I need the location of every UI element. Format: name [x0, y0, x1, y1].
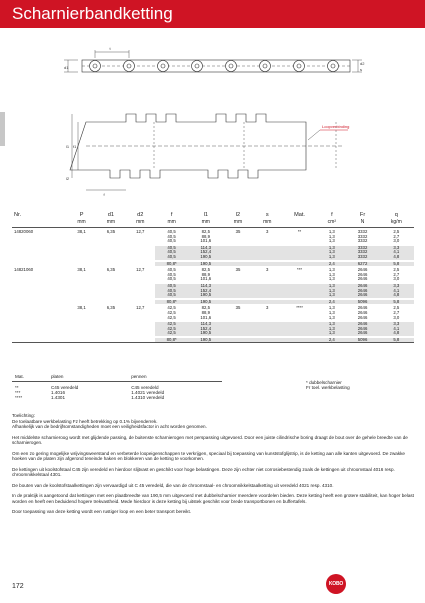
col-nr: Nr.: [14, 212, 22, 218]
col-l1: l1: [203, 212, 208, 218]
table-row: 40,5 101,6 1,3 3332 3,0: [167, 238, 400, 244]
table-row: 40,5 152,4 1,3 3332 4,1: [12, 250, 414, 255]
unit-l2: mm: [223, 219, 252, 228]
table-row: 42,5 114,3 1,3 2646 3,3: [12, 322, 414, 327]
table-row: 38,1 6,35 12,7 42,5 82,5 35 3 **** 1,3 2646 2,5: [77, 305, 400, 311]
materials-col-platen: platen: [48, 374, 128, 381]
table-row: 42,5 101,6 1,3 2646 3,0: [167, 314, 400, 320]
unit-fr: N: [346, 219, 378, 228]
table-row: *** 1.4016 1.4021 veredeld: [15, 389, 165, 395]
paragraph-toelichting: Toelichting: De toelaatbare werkbelasting Fz heeft betrekking op 0.1% bijvenderrek. Afhankelijk van de bedrijfsomstandigheden moet een veiligheidsfactor in acht worden genomen.: [12, 413, 207, 430]
table-footnotes: [306, 380, 350, 391]
col-p: P: [79, 212, 84, 218]
paragraph: Door toepassing van deze ketting wordt een rustiger loop en een beter transport bereikt.: [12, 508, 192, 514]
unit-area: cm²: [317, 219, 346, 228]
dim-t: t: [109, 46, 111, 51]
table-row: 42,5 152,4 1,3 2646 4,1: [12, 327, 414, 332]
table-row: 14821060 38,1 6,35 12,7 40,5 82,5 35 3 *** 1,3 2646 2,5: [14, 267, 400, 273]
dim-f: f: [103, 192, 105, 197]
unit-d1: mm: [96, 219, 125, 228]
footnote-dubbelscharnier: * dubbelscharnier: [306, 380, 342, 385]
table-row: 40,5 88,9 1,3 2646 2,7: [167, 271, 400, 277]
materials-col-pennen: pennen: [128, 374, 222, 381]
side-tab-marker: [0, 112, 5, 146]
col-q: q: [394, 212, 398, 218]
table-row: 42,5 88,9 1,3 2646 2,7: [167, 309, 400, 315]
spec-group-1: [12, 228, 414, 267]
page-number: 172: [12, 583, 24, 590]
unit-d2: mm: [126, 219, 155, 228]
col-f: f: [170, 212, 173, 218]
paragraph: De kettingen uit koolstofstaal C45 zijn veredeld en hierdoor slijtvast en geschikt voor hoge belastingen. Deze zijn echter niet corrosiebestendig zoals de kettingen uit chroomstaal 4016 resp. chroomnikkelstaal 4301.: [12, 466, 395, 478]
spec-group-2: [12, 266, 414, 304]
unit-nr: [12, 219, 67, 228]
materials-col-mat: Mat.: [12, 374, 48, 381]
spec-table-head: [12, 210, 414, 219]
col-d2: d2: [137, 212, 144, 218]
table-row: 42,5 190,5 1,3 2646 4,8: [12, 331, 414, 336]
materials-head: [12, 374, 222, 381]
unit-s: mm: [253, 219, 282, 228]
paragraph: De bouten van de koolstofstaalkettingen zijn vervaardigd uit C 45 veredeld, die van de chroomstaal- en chroomnikkelstaalketting uit veredeld 4021 resp. 4310.: [12, 482, 334, 488]
col-l2: l2: [235, 212, 241, 218]
side-view: [64, 50, 362, 72]
spec-group-3: [12, 304, 414, 343]
table-row: 40,5 101,6 1,3 2646 3,0: [167, 276, 400, 282]
col-mat: Mat.: [294, 212, 305, 218]
unit-l1: mm: [188, 219, 223, 228]
table-row: 40,5 114,3 1,3 3332 3,3: [12, 246, 414, 251]
table-row: 40,5 114,3 1,3 2646 3,3: [12, 284, 414, 289]
unit-q: kg/m: [379, 219, 414, 228]
col-fr: Fr: [359, 212, 366, 218]
paragraph: In de praktijk is aangetoond dat kettingen met een plaatbreedte van 190,5 mm uitgevoerd met dubbelscharnier meerdere voordelen bieden. Deze ketting heeft een grotere stabiliteit, kan hoger belast worden en heeft een beduidend hogere trekvastheid. Mede hierdoor is deze ketting bij uitstek geschikt voor brede transportbonen en buffertafels.: [12, 492, 414, 504]
footnote-werkbelasting: Fr toel. werkbelasting: [306, 385, 350, 391]
body-text: [12, 413, 414, 519]
table-row: 40,5 190,5 1,3 2646 4,8: [12, 293, 414, 298]
dim-s: s: [360, 67, 362, 72]
top-view: [70, 114, 348, 190]
loopverbinding-label: Loopverbinding: [322, 124, 350, 129]
unit-p: mm: [67, 219, 96, 228]
table-row: **** 1.4301 1.4310 veredeld: [15, 395, 165, 401]
table-row: 40,5 190,5 1,3 3332 4,8: [12, 255, 414, 260]
table-row: ** C45 veredeld C45 veredeld: [15, 384, 159, 390]
paragraph: Het middelste scharnieroog wordt met glijdende passing, de buitenste scharnierogen met perspassing uitgevoerd. Door een juiste cilindrische boring draagt de bout over de gehele breedte van de scharnierogen.: [12, 434, 408, 446]
chain-drawing-svg: [58, 30, 368, 202]
table-row: 80,8* 190,5 2,4 5096 5,8: [12, 338, 414, 343]
spec-table-units: [12, 219, 414, 228]
dim-l2: l2: [66, 176, 70, 181]
logo-text: KOBO: [328, 580, 344, 587]
col-area: f: [331, 212, 333, 218]
col-s: s: [265, 212, 269, 218]
table-row: 14820060 38,1 6,35 12,7 40,5 82,5 35 3 ** 1,3 3332 2,5: [14, 229, 400, 234]
unit-f: mm: [155, 219, 188, 228]
materials-table: [12, 374, 222, 400]
kobo-logo: [326, 574, 346, 594]
table-row: 80,8* 190,5 2,4 5096 5,8: [12, 300, 414, 305]
table-row: 80,8* 190,5 2,4 6272 5,8: [12, 262, 414, 267]
chain-technical-drawing: [58, 30, 368, 202]
table-row: 40,5 152,4 1,3 2646 4,1: [12, 289, 414, 294]
col-d1: d1: [107, 212, 115, 218]
spec-table: [12, 210, 414, 343]
unit-mat: [282, 219, 317, 228]
paragraph: Om een zo gering mogelijke wrijvingsweerstand en verbeterde loopeigenschappen te verkrijgen, speciaal bij toepassing van kunststofglijstrip, is de ketting aan alle kanten uitgevoerd. De zwakke hoeken van de platen zijn afgerond teneinde haken en blokkeren van de ketting te voorkomen.: [12, 450, 405, 462]
page-header: [0, 0, 425, 28]
table-row: 40,5 88,9 1,3 3332 2,7: [167, 233, 400, 239]
dim-f1: f1: [73, 144, 77, 149]
page-title: Scharnierbandketting: [12, 4, 173, 23]
dim-l1: l1: [66, 144, 70, 149]
dim-d2: d2: [360, 61, 365, 66]
dim-d1: d1: [64, 65, 69, 70]
